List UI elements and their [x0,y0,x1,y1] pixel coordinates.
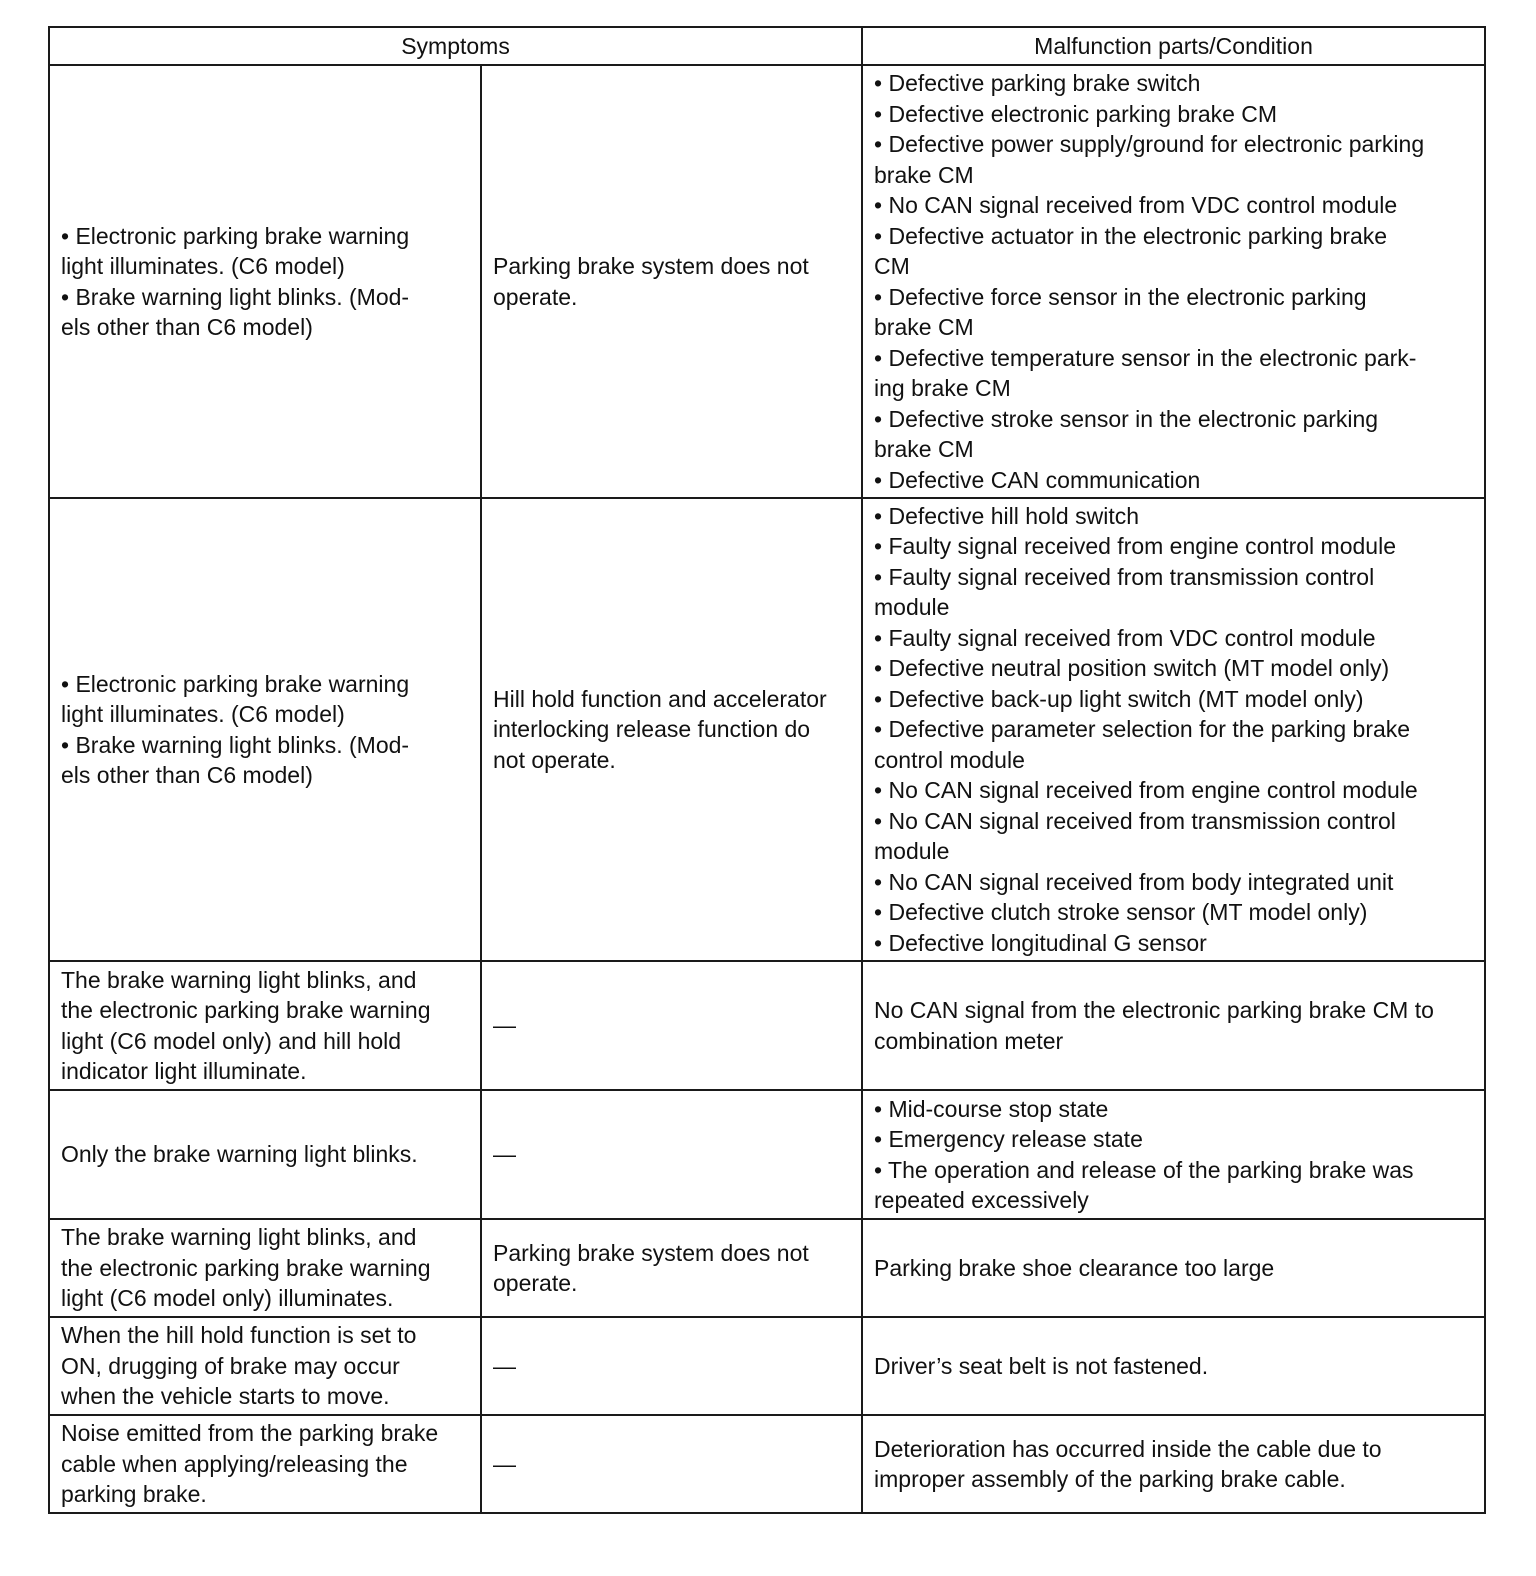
condition-cell [481,65,862,498]
cause-text: No CAN signal from the electronic parking brake CM to [874,997,1434,1023]
table-row [49,961,1485,1090]
symptom-text: • Brake warning light blinks. (Mod- [61,283,410,310]
cause-text: • Faulty signal received from transmission control [874,563,1375,590]
condition-text: Hill hold function and accelerator [493,685,827,712]
condition-cell [481,961,862,1090]
cause-text: • Defective parameter selection for the parking brake [874,716,1411,743]
condition-dash: — [493,1012,516,1039]
cause-text: • Defective hill hold switch [874,502,1140,529]
cause-text: improper assembly of the parking brake cable. [874,1466,1346,1492]
cause-text: control module [874,746,1025,773]
cause-text: • Defective longitudinal G sensor [874,929,1207,956]
cause-text: Parking brake shoe clearance too large [874,1254,1275,1281]
symptom-cell [49,1317,481,1415]
symptom-text: els other than C6 model) [61,314,313,340]
condition-text: operate. [493,283,578,310]
cause-text: • Defective temperature sensor in the electronic park- [874,344,1417,371]
cause-text: • Defective electronic parking brake CM [874,100,1278,127]
symptom-text: els other than C6 model) [61,762,313,788]
cause-cell [862,65,1485,498]
condition-text: interlocking release function do [493,716,811,743]
condition-text: Parking brake system does not [493,1239,809,1266]
symptom-cell [49,498,481,961]
symptom-text: parking brake. [61,1481,207,1508]
cause-text: module [874,594,950,621]
symptom-text: ON, drugging of brake may occur [61,1352,400,1379]
cause-cell [862,1317,1485,1415]
table-row [49,498,1485,961]
cause-text: • No CAN signal received from transmission control [874,807,1396,834]
cause-text: brake CM [874,436,974,462]
cause-text: • Defective power supply/ground for electronic parking [874,131,1425,157]
table-row [49,1317,1485,1415]
cause-cell [862,1090,1485,1219]
cause-text: brake CM [874,314,974,340]
symptom-text: Only the brake warning light blinks. [61,1141,418,1168]
condition-dash: — [493,1352,516,1379]
cause-text: • Defective clutch stroke sensor (MT model only) [874,899,1368,926]
cause-text: • Faulty signal received from VDC control module [874,624,1376,651]
symptom-cell [49,1219,481,1317]
symptom-text: The brake warning light blinks, and [61,966,417,993]
cause-text: • Defective CAN communication [874,466,1201,493]
cause-text: • Defective parking brake switch [874,70,1201,96]
symptom-cell [49,1415,481,1513]
symptom-text: cable when applying/releasing the [61,1450,408,1477]
cause-text: Driver’s seat belt is not fastened. [874,1352,1209,1379]
header-symptoms: Symptoms [49,27,862,65]
condition-cell [481,1090,862,1219]
header-row [49,27,1485,65]
cause-text: • Emergency release state [874,1126,1143,1152]
cause-text: • Defective stroke sensor in the electronic parking [874,405,1379,432]
condition-dash: — [493,1141,516,1168]
cause-text: combination meter [874,1027,1064,1054]
symptom-text: light illuminates. (C6 model) [61,701,345,727]
cause-text: • Defective actuator in the electronic parking brake [874,222,1388,249]
cause-text: • Defective neutral position switch (MT model only) [874,655,1390,682]
table-row [49,1219,1485,1317]
cause-text: Deterioration has occurred inside the cable due to [874,1435,1382,1462]
cause-text: • No CAN signal received from VDC control module [874,192,1398,218]
symptom-cell [49,1090,481,1219]
symptom-text: When the hill hold function is set to [61,1322,417,1349]
cause-cell [862,1415,1485,1513]
symptom-text: light (C6 model only) illuminates. [61,1285,394,1312]
diagnosis-table [48,26,1486,1514]
symptom-text: • Electronic parking brake warning [61,222,410,249]
symptom-cell [49,961,481,1090]
cause-text: • Faulty signal received from engine control module [874,533,1396,560]
condition-cell [481,498,862,961]
symptom-text: the electronic parking brake warning [61,1254,431,1281]
cause-text: repeated excessively [874,1187,1089,1213]
cause-text: • No CAN signal received from engine control module [874,777,1418,804]
condition-cell [481,1219,862,1317]
cause-text: ing brake CM [874,375,1011,401]
symptom-text: • Brake warning light blinks. (Mod- [61,731,410,758]
symptom-text: light illuminates. (C6 model) [61,253,345,279]
table-row [49,1090,1485,1219]
symptom-text: • Electronic parking brake warning [61,670,410,697]
cause-cell [862,498,1485,961]
condition-text: Parking brake system does not [493,253,809,279]
cause-cell [862,1219,1485,1317]
table-row [49,65,1485,498]
symptom-text: indicator light illuminate. [61,1058,307,1084]
cause-text: • Defective force sensor in the electronic parking [874,283,1367,310]
cause-cell [862,961,1485,1090]
cause-text: • Defective back-up light switch (MT model only) [874,685,1364,712]
cause-text: brake CM [874,161,974,188]
header-malfunction: Malfunction parts/Condition [862,27,1485,65]
condition-text: not operate. [493,746,616,773]
symptom-text: the electronic parking brake warning [61,997,431,1023]
condition-cell [481,1317,862,1415]
symptom-cell [49,65,481,498]
cause-text: • Mid-course stop state [874,1095,1109,1122]
symptom-text: The brake warning light blinks, and [61,1224,417,1251]
cause-text: CM [874,253,910,279]
cause-text: • The operation and release of the parking brake was [874,1156,1414,1183]
cause-text: • No CAN signal received from body integrated unit [874,868,1394,895]
condition-text: operate. [493,1270,578,1296]
condition-cell [481,1415,862,1513]
symptom-text: light (C6 model only) and hill hold [61,1027,402,1054]
symptom-text: when the vehicle starts to move. [61,1383,390,1410]
symptom-text: Noise emitted from the parking brake [61,1420,439,1447]
condition-dash: — [493,1450,516,1477]
table-row [49,1415,1485,1513]
cause-text: module [874,838,950,865]
